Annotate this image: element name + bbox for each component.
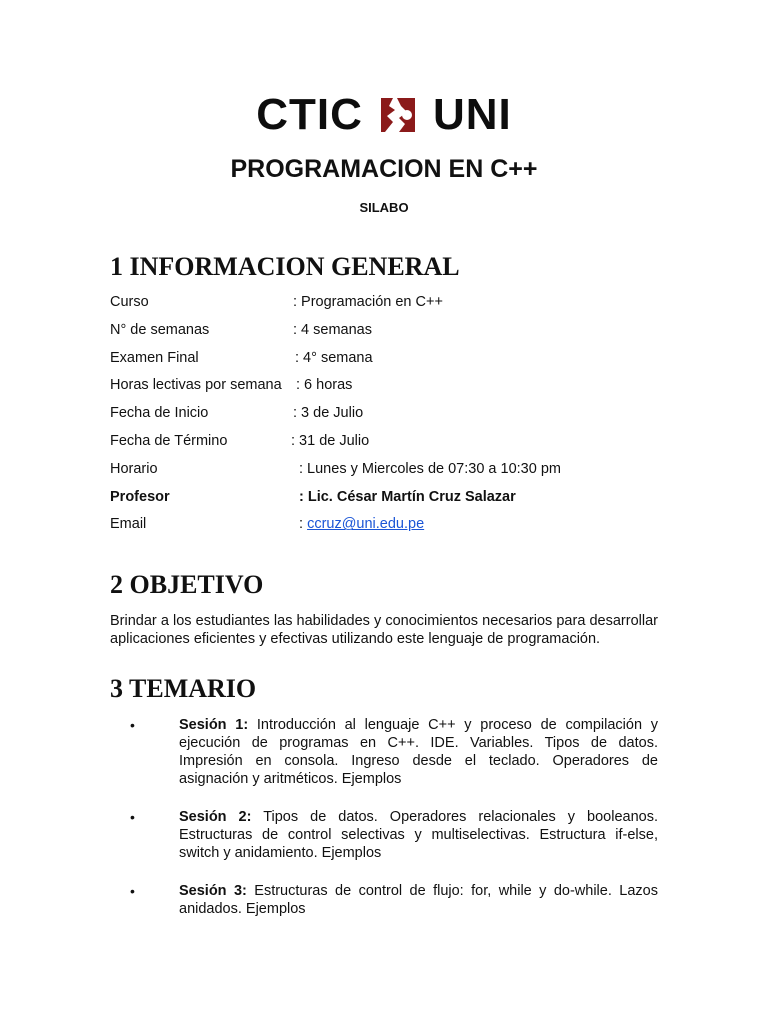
list-item — [110, 716, 658, 788]
info-value: : Lunes y Miercoles de 07:30 a 10:30 pm — [299, 460, 561, 477]
info-label: N° de semanas — [110, 321, 210, 338]
document-subtitle: SILABO — [359, 200, 409, 215]
info-label: Email — [110, 516, 147, 533]
info-row-examen — [110, 347, 670, 375]
info-row-horas — [110, 374, 670, 402]
session-label: Sesión 2: — [179, 809, 252, 825]
email-link[interactable]: ccruz@uni.edu.pe — [307, 516, 425, 533]
list-item — [110, 808, 658, 862]
section-heading-info: 1 INFORMACION GENERAL — [110, 252, 460, 281]
info-label: Curso — [110, 294, 149, 310]
info-row-profesor — [110, 486, 670, 514]
uni-emblem-icon — [377, 94, 419, 136]
ctic-uni-logo — [0, 92, 768, 138]
bullet-icon: • — [130, 717, 135, 733]
info-label: Horas lectivas por semana — [110, 377, 282, 394]
info-label: Profesor — [110, 488, 170, 505]
email-prefix: : — [299, 516, 308, 533]
info-value: : 31 de Julio — [291, 432, 370, 449]
logo-text-ctic: CTIC — [256, 90, 363, 139]
info-value: : 6 horas — [296, 377, 353, 394]
info-value: : 4 semanas — [293, 321, 372, 338]
session-text: Estructuras de control de flujo: for, while y do-while. Lazos anidados. Ejemplos — [179, 883, 658, 917]
session-label: Sesión 1: — [179, 717, 249, 733]
bullet-icon: • — [130, 883, 135, 899]
info-row-curso — [110, 291, 670, 319]
session-text: Tipos de datos. Operadores relacionales y booleanos. Estructuras de control selectivas y multiselectivas. Estructura if-else, switch y anidamiento. Ejemplos — [179, 809, 658, 861]
section-heading-objective: 2 OBJETIVO — [110, 570, 264, 599]
section-heading-syllabus: 3 TEMARIO — [110, 674, 257, 703]
document-title: PROGRAMACION EN C++ — [230, 155, 538, 183]
info-row-termino — [110, 430, 670, 458]
info-value: : 3 de Julio — [293, 405, 364, 422]
info-label: Examen Final — [110, 349, 199, 366]
list-item — [110, 882, 658, 918]
syllabus-list — [110, 716, 658, 918]
session-text: Introducción al lenguaje C++ y proceso de compilación y ejecución de programas en C++. IDE. Variables. Tipos de datos. Impresión en consola. Ingreso desde el teclado. Operadores de asignación y aritméticos. Ejemplos — [179, 717, 658, 787]
logo-text-uni: UNI — [432, 90, 512, 139]
info-value — [299, 513, 424, 535]
info-label: Horario — [110, 460, 158, 477]
info-value: : Programación en C++ — [293, 294, 443, 310]
info-row-email — [110, 513, 670, 541]
bullet-icon: • — [130, 809, 135, 825]
info-label: Fecha de Término — [110, 432, 228, 449]
info-row-inicio — [110, 402, 670, 430]
objective-paragraph: Brindar a los estudiantes las habilidades y conocimientos necesarios para desarrollar aplicaciones eficientes y efectivas utilizando este lenguaje de programación. — [110, 613, 658, 647]
session-label: Sesión 3: — [179, 883, 247, 899]
info-value: : Lic. César Martín Cruz Salazar — [299, 488, 516, 505]
info-value: : 4° semana — [295, 349, 373, 366]
info-row-horario — [110, 458, 670, 486]
info-row-semanas — [110, 319, 670, 347]
info-label: Fecha de Inicio — [110, 405, 209, 422]
general-info-list — [110, 291, 670, 541]
